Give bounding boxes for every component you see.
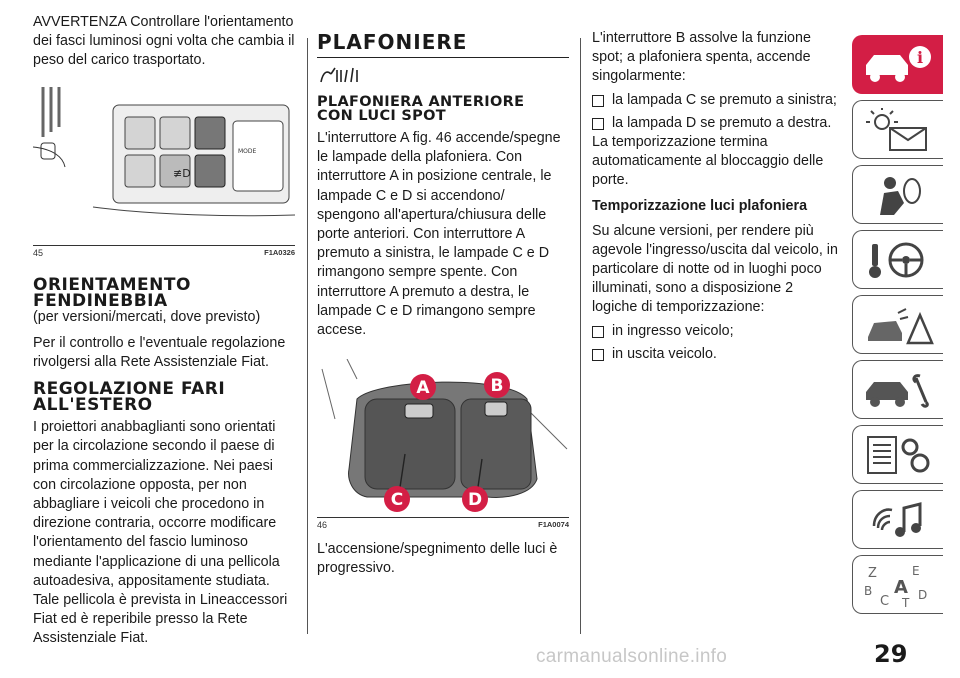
checkbox-bullet-icon xyxy=(592,118,604,130)
figure-46-caption xyxy=(317,518,569,530)
svg-text:C: C xyxy=(880,593,890,607)
section-body: Su alcune versioni, per rendere più agevole l'ingresso/uscita dal veicolo, in particolare di notte od in luoghi poco illuminati, sono a disposizione 2 logiche di temporizzazione: xyxy=(592,222,838,316)
section-note: (per versioni/mercati, dove previsto) xyxy=(33,308,261,325)
index-alphabet-icon xyxy=(860,563,936,607)
svg-text:B: B xyxy=(864,583,873,598)
list-item: la lampada C se premuto a sinistra; xyxy=(592,91,842,110)
mode-label: MODE xyxy=(238,147,257,155)
airbag-seat-icon xyxy=(860,173,936,217)
car-service-icon xyxy=(860,368,936,412)
section-body: Per il controllo e l'eventuale regolazione rivolgersi alla Rete Assistenziale Fiat. xyxy=(33,334,286,371)
svg-text:i: i xyxy=(916,47,924,67)
checkbox-bullet-icon xyxy=(592,349,604,361)
breakdown-warning-icon xyxy=(860,303,936,347)
svg-text:A: A xyxy=(894,576,908,598)
list-item: la lampada D se premuto a destra. xyxy=(592,114,842,133)
tab-warning-lights[interactable] xyxy=(852,100,943,159)
sub-heading: Temporizzazione luci plafoniera xyxy=(592,197,808,214)
svg-text:Z: Z xyxy=(868,565,877,581)
tab-multimedia[interactable] xyxy=(852,490,943,549)
tab-index[interactable] xyxy=(852,555,943,614)
title-rule xyxy=(317,57,569,58)
section-title: PLAFONIERE xyxy=(317,30,468,54)
section-body: I proiettori anabbaglianti sono orientati per la circolazione secondo il paese di prima commercializzazione. Nei paesi con circolazione opposta, per non abbagliare i veicoli che procedono in direzione contraria, occorre modificare l'orientamento del fascio luminoso mediante l'applicazione di una pellicola autoadesiva, appositamente studiata. Tale pellicola è prevista in Lineaccessori Fiat ed è reperibile presso la Rete Assistenziale Fiat. xyxy=(33,419,288,647)
figure-number: 46 xyxy=(317,520,328,531)
figure-number: 45 xyxy=(33,247,44,258)
section-body: L'interruttore B assolve la funzione spot; a plafoniera spenta, accende singolarmente: xyxy=(592,30,811,85)
watermark: carmanualsonline.info xyxy=(536,646,728,667)
svg-text:≢D: ≢D xyxy=(173,166,191,180)
label-c: C xyxy=(390,490,404,511)
section-heading-headlight-adjust: REGOLAZIONE FARI ALL'ESTERO xyxy=(33,379,226,416)
column-left xyxy=(33,0,295,649)
column-right xyxy=(592,0,842,364)
car-info-icon xyxy=(860,43,936,87)
tab-maintenance[interactable] xyxy=(852,360,943,419)
label-b: B xyxy=(490,376,504,397)
svg-text:T: T xyxy=(902,595,910,607)
subsection-heading: PLAFONIERA ANTERIORE CON LUCI SPOT xyxy=(317,94,525,124)
multimedia-icon xyxy=(860,498,936,542)
tab-starting-driving[interactable] xyxy=(852,230,943,289)
section-heading-fog-orientation: ORIENTAMENTO FENDINEBBIA xyxy=(33,274,191,311)
fog-switch-panel-illustration xyxy=(33,87,295,245)
list-item: in uscita veicolo. xyxy=(592,345,842,364)
page-number: 29 xyxy=(874,640,908,668)
checkbox-bullet-icon xyxy=(592,95,604,107)
section-body: L'interruttore A fig. 46 accende/spegne le lampade della plafoniera. Con interruttore A in posizione centrale, le lampade C e D si accendono/ spengono all'apertura/chiusura delle porte anteriori. Con interruttore A premuto a sinistra, le lampade C e D rimangono sempre spente. Con interruttore A premuto a destra, le lampade C e D rimangono sempre accese. xyxy=(317,130,561,339)
figure-45-caption xyxy=(33,246,295,258)
tab-airbag-safety[interactable] xyxy=(852,165,943,224)
tab-car-info[interactable] xyxy=(852,35,943,94)
column-middle xyxy=(317,0,569,579)
warning-text: AVVERTENZA Controllare l'orientamento dei fasci luminosi ogni volta che cambia il peso del carico trasportato. xyxy=(33,14,295,69)
chapter-tabs xyxy=(852,35,944,620)
figure-code: F1A0326 xyxy=(264,247,295,257)
specs-gears-icon xyxy=(860,433,936,477)
section-body: L'accensione/spegnimento delle luci è progressivo. xyxy=(317,541,558,577)
section-body: La temporizzazione termina automaticamente al bloccaggio delle porte. xyxy=(592,134,824,189)
tab-technical-data[interactable] xyxy=(852,425,943,484)
svg-text:E: E xyxy=(912,563,920,578)
key-steering-wheel-icon xyxy=(860,238,936,282)
svg-text:D: D xyxy=(918,587,928,602)
warning-lights-icon xyxy=(860,108,936,152)
figure-code: F1A0074 xyxy=(538,520,569,530)
label-a: A xyxy=(416,378,430,399)
figure-45 xyxy=(33,87,295,246)
list-item: in ingresso veicolo; xyxy=(592,322,842,341)
tab-emergency[interactable] xyxy=(852,295,943,354)
ceiling-light-illustration xyxy=(317,359,569,517)
do-it-yourself-icon xyxy=(317,64,365,86)
checkbox-bullet-icon xyxy=(592,326,604,338)
figure-46 xyxy=(317,359,569,518)
label-d: D xyxy=(467,490,483,511)
